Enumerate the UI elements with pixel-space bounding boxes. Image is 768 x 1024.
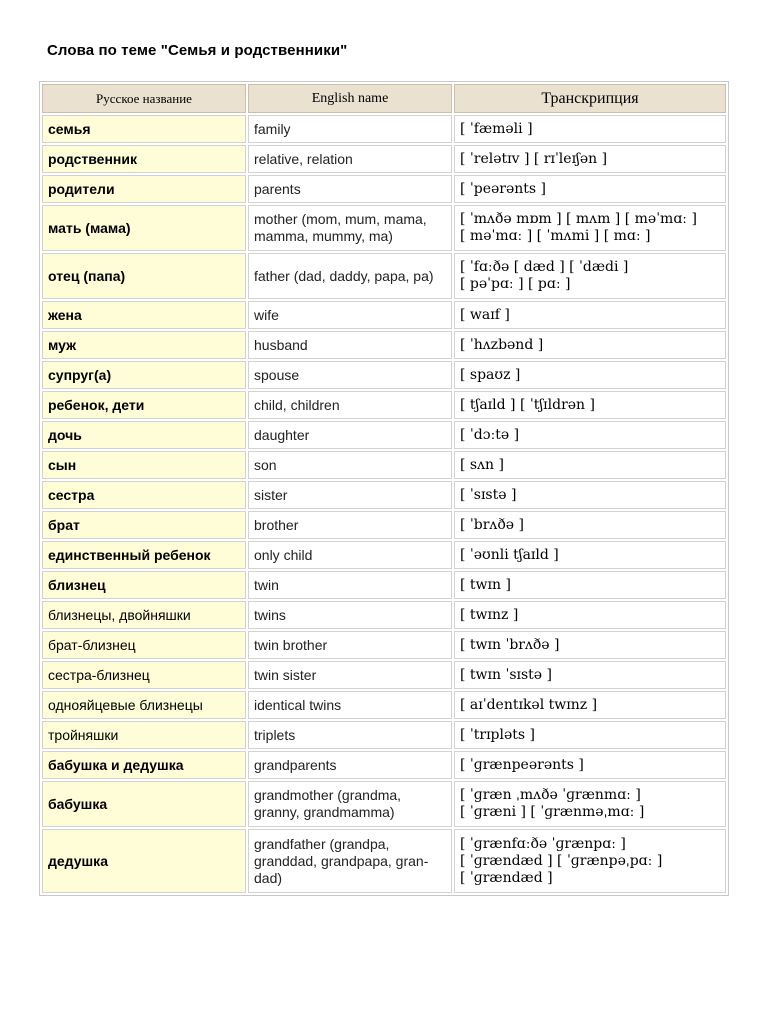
english-term: mother (mom, mum, mama, mamma, mummy, ma) [248, 205, 452, 251]
column-header-english: English name [248, 84, 452, 113]
russian-term: брат-близнец [42, 631, 246, 659]
russian-term: близнец [42, 571, 246, 599]
transcription-line: [ ˈbrʌðə ] [460, 516, 524, 533]
transcription [454, 781, 726, 827]
transcription-line: [ ˈɡræn ˌmʌðə ˈɡrænmɑː ] [460, 787, 641, 803]
page-title: Слова по теме "Семья и родственники" [47, 42, 348, 59]
russian-term: муж [42, 331, 246, 359]
english-term: grandmother (grandma, granny, grandmamma) [248, 781, 452, 827]
english-term: daughter [248, 421, 452, 449]
transcription [454, 253, 726, 299]
table-row [42, 511, 726, 539]
table-row [42, 781, 726, 827]
table-row [42, 205, 726, 251]
transcription [454, 571, 726, 599]
transcription-line: [ ˈɡrændæd ] [460, 869, 553, 886]
table-row [42, 721, 726, 749]
russian-term: тройняшки [42, 721, 246, 749]
table-row [42, 661, 726, 689]
russian-term: супруг(а) [42, 361, 246, 389]
transcription [454, 391, 726, 419]
transcription-line: [ aɪˈdentɪkəl twɪnz ] [460, 696, 598, 713]
table-row [42, 301, 726, 329]
table-row [42, 361, 726, 389]
transcription [454, 301, 726, 329]
transcription-line: [ ˈfæməli ] [460, 120, 533, 137]
table-row [42, 541, 726, 569]
russian-term: родители [42, 175, 246, 203]
english-term: grandfather (grandpa, granddad, grandpapa, gran-dad) [248, 829, 452, 893]
transcription-line: [ məˈmɑː ] [ ˈmʌmi ] [ mɑː ] [460, 228, 651, 244]
transcription [454, 511, 726, 539]
transcription-line: [ ˈəʊnli tʃaɪld ] [460, 546, 559, 563]
transcription [454, 451, 726, 479]
english-term: identical twins [248, 691, 452, 719]
table-body [42, 115, 726, 893]
english-term: husband [248, 331, 452, 359]
english-term: father (dad, daddy, papa, pa) [248, 253, 452, 299]
english-term: son [248, 451, 452, 479]
russian-term: дедушка [42, 829, 246, 893]
english-term: sister [248, 481, 452, 509]
english-term: family [248, 115, 452, 143]
transcription-line: [ ˈɡrænfɑːðə ˈɡrænpɑː ] [460, 835, 626, 852]
transcription [454, 661, 726, 689]
transcription [454, 331, 726, 359]
english-term: relative, relation [248, 145, 452, 173]
transcription [454, 421, 726, 449]
english-term: only child [248, 541, 452, 569]
transcription-line: [ ˈmʌðə mɒm ] [ mʌm ] [ məˈmɑː ] [460, 211, 697, 227]
column-header-transcription: Транскрипция [454, 84, 726, 113]
english-term: grandparents [248, 751, 452, 779]
transcription-line: [ sʌn ] [460, 456, 504, 473]
transcription-line: [ tʃaɪld ] [ ˈtʃɪldrən ] [460, 396, 595, 413]
transcription [454, 721, 726, 749]
english-term: brother [248, 511, 452, 539]
table-row [42, 691, 726, 719]
vocabulary-table [39, 81, 729, 896]
english-term: child, children [248, 391, 452, 419]
english-term: triplets [248, 721, 452, 749]
transcription-line: [ ˈfɑːðə [ dæd ] [ ˈdædi ] [460, 259, 629, 275]
transcription-line: [ waɪf ] [460, 306, 510, 323]
english-term: spouse [248, 361, 452, 389]
transcription-line: [ ˈɡrændæd ] [ ˈɡrænpəˌpɑː ] [460, 852, 663, 869]
table-row [42, 331, 726, 359]
russian-term: близнецы, двойняшки [42, 601, 246, 629]
transcription [454, 631, 726, 659]
russian-term: сын [42, 451, 246, 479]
table-row [42, 751, 726, 779]
transcription-line: [ ˈsɪstə ] [460, 486, 517, 503]
russian-term: мать (мама) [42, 205, 246, 251]
transcription-line: [ twɪn ] [460, 576, 511, 593]
transcription [454, 361, 726, 389]
table-header-row [42, 84, 726, 113]
transcription-line: [ twɪn ˈsɪstə ] [460, 666, 552, 683]
russian-term: брат [42, 511, 246, 539]
russian-term: ребенок, дети [42, 391, 246, 419]
russian-term: семья [42, 115, 246, 143]
transcription [454, 205, 726, 251]
column-header-russian: Русское название [42, 84, 246, 113]
transcription-line: [ ˈrelətɪv ] [ rɪˈleɪʃən ] [460, 150, 608, 167]
table-row [42, 631, 726, 659]
russian-term: бабушка и дедушка [42, 751, 246, 779]
english-term: twin [248, 571, 452, 599]
english-term: wife [248, 301, 452, 329]
transcription [454, 541, 726, 569]
table-row [42, 253, 726, 299]
russian-term: родственник [42, 145, 246, 173]
transcription [454, 175, 726, 203]
russian-term: единственный ребенок [42, 541, 246, 569]
transcription-line: [ twɪn ˈbrʌðə ] [460, 636, 560, 653]
transcription-line: [ spaʊz ] [460, 366, 521, 383]
russian-term: сестра [42, 481, 246, 509]
table-row [42, 145, 726, 173]
transcription-line: [ ˈɡrænpeərənts ] [460, 756, 584, 773]
english-term: twin brother [248, 631, 452, 659]
transcription-line: [ ˈtrɪpləts ] [460, 726, 536, 743]
transcription [454, 481, 726, 509]
russian-term: жена [42, 301, 246, 329]
transcription-line: [ ˈhʌzbənd ] [460, 336, 544, 353]
transcription [454, 691, 726, 719]
transcription [454, 829, 726, 893]
english-term: twins [248, 601, 452, 629]
english-term: twin sister [248, 661, 452, 689]
table-row [42, 175, 726, 203]
table-row [42, 391, 726, 419]
table-row [42, 451, 726, 479]
russian-term: бабушка [42, 781, 246, 827]
russian-term: отец (папа) [42, 253, 246, 299]
table-row [42, 601, 726, 629]
table-row [42, 829, 726, 893]
transcription-line: [ ˈpeərənts ] [460, 180, 547, 197]
transcription [454, 751, 726, 779]
table-row [42, 481, 726, 509]
russian-term: сестра-близнец [42, 661, 246, 689]
transcription-line: [ ˈdɔːtə ] [460, 426, 520, 443]
english-term: parents [248, 175, 452, 203]
transcription-line: [ pəˈpɑː ] [ pɑː ] [460, 276, 571, 292]
table-row [42, 115, 726, 143]
transcription [454, 601, 726, 629]
table-row [42, 571, 726, 599]
transcription [454, 115, 726, 143]
table-row [42, 421, 726, 449]
transcription-line: [ twɪnz ] [460, 606, 519, 623]
transcription-line: [ ˈɡræni ] [ ˈɡrænməˌmɑː ] [460, 804, 645, 820]
russian-term: дочь [42, 421, 246, 449]
transcription [454, 145, 726, 173]
russian-term: однояйцевые близнецы [42, 691, 246, 719]
